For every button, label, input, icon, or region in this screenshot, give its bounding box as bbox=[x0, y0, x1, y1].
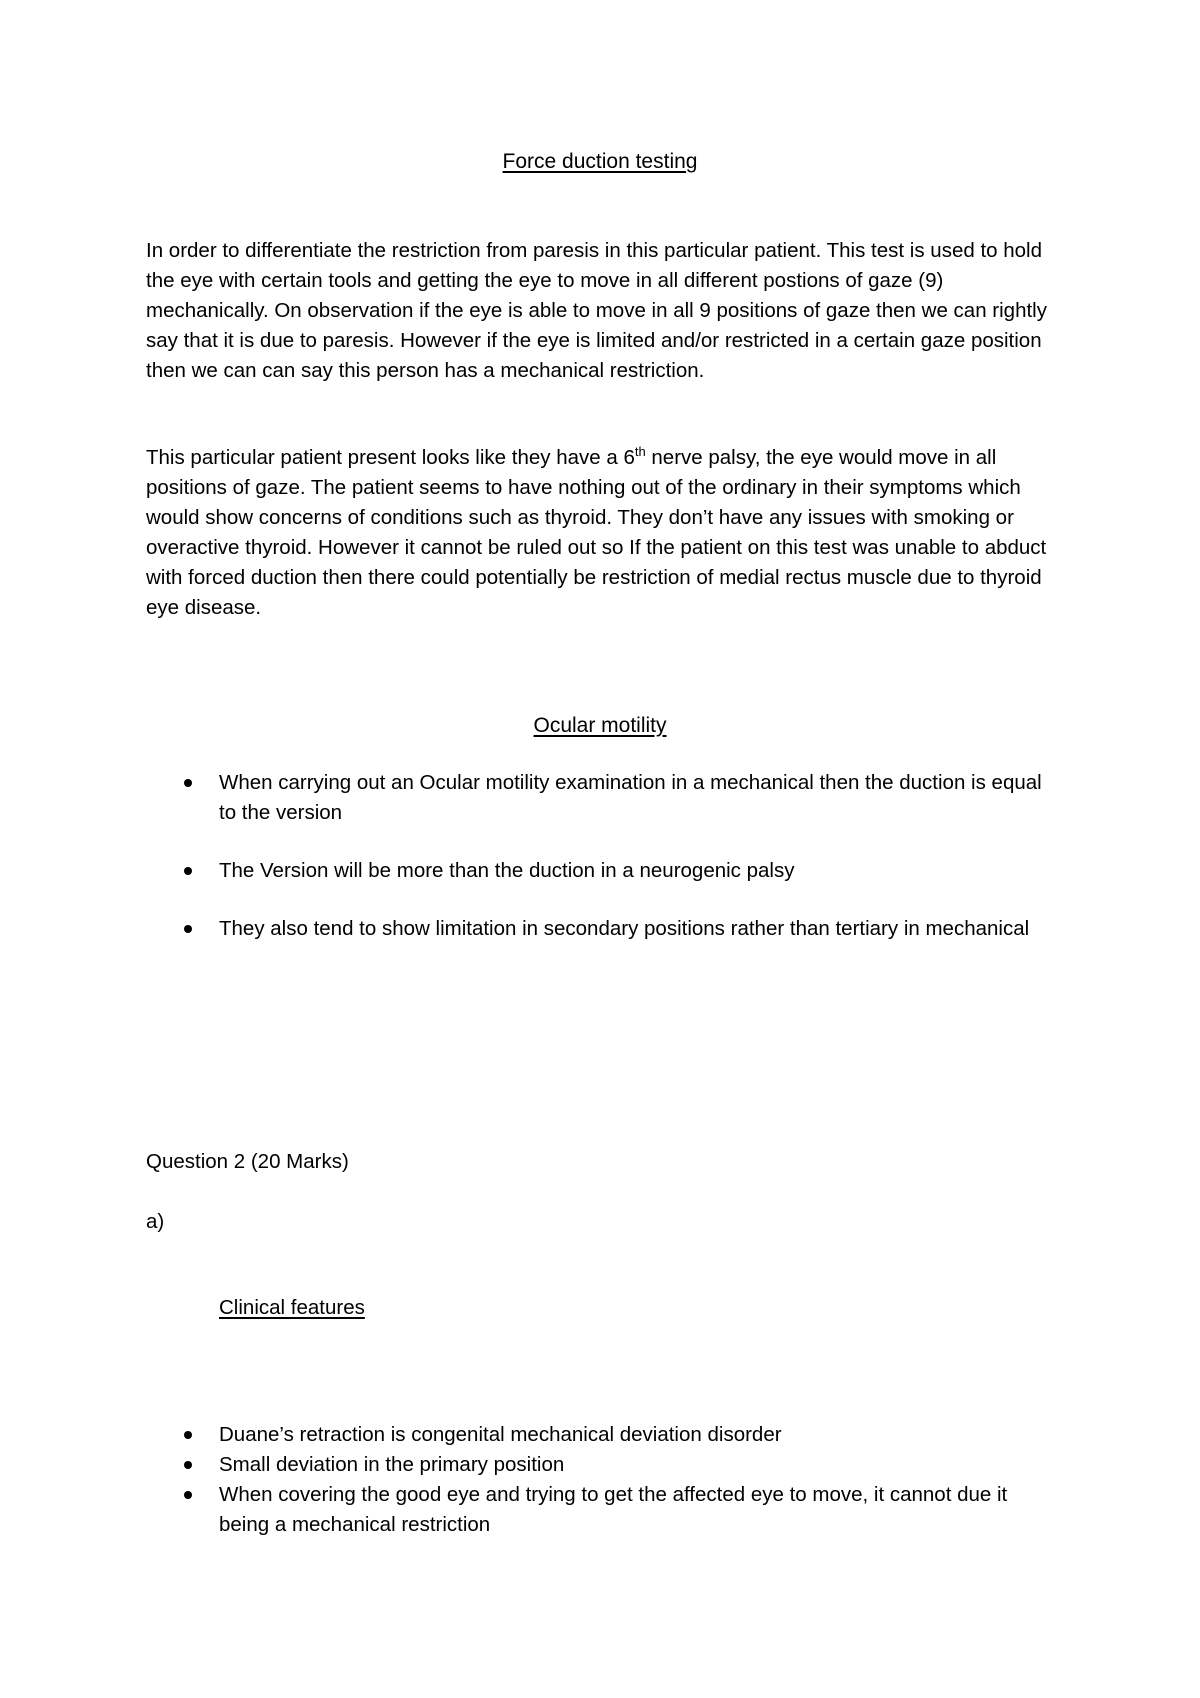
ocular-motility-list bbox=[146, 768, 1056, 972]
list-item-text: Duane’s retraction is congenital mechanical deviation disorder bbox=[219, 1423, 782, 1446]
bullet-icon bbox=[184, 867, 192, 875]
superscript-th: th bbox=[634, 444, 646, 460]
list-item bbox=[146, 856, 1056, 886]
heading-ocular-motility: Ocular motility bbox=[533, 714, 667, 737]
question-title: Question 2 (20 Marks) bbox=[146, 1150, 349, 1173]
paragraph-patient-assessment-text-end: nerve palsy, the eye would move in all positions of gaze. The patient seems to have nothing out of the ordinary in their symptoms which would show concerns of conditions such as thyroid. They don’t have any issues with smoking or overactive thyroid. However it cannot be ruled out so If the patient on this test was unable to abduct with forced duction then there could potentially be restriction of medial rectus muscle due to thyroid eye disease. bbox=[146, 446, 1047, 619]
list-item-text: Small deviation in the primary position bbox=[219, 1453, 565, 1476]
list-item-text: They also tend to show limitation in secondary positions rather than tertiary in mechanical bbox=[219, 917, 1030, 940]
list-item bbox=[146, 1450, 1056, 1480]
paragraph-force-duction-intro: In order to differentiate the restriction from paresis in this particular patient. This test is used to hold the eye with certain tools and getting the eye to move in all different postions of gaze (9) mechanically. On observation if the eye is able to move in all 9 positions of gaze then we can rightly say that it is due to paresis. However if the eye is limited and/or restricted in a certain gaze position then we can can say this person has a mechanical restriction. bbox=[146, 239, 1047, 382]
paragraph-patient-assessment bbox=[146, 443, 1056, 623]
paragraph-patient-assessment-text-start: This particular patient present looks like they have a 6 bbox=[146, 446, 635, 469]
bullet-icon bbox=[184, 925, 192, 933]
question-part-label: a) bbox=[146, 1210, 165, 1233]
bullet-icon bbox=[184, 1431, 192, 1439]
list-item bbox=[146, 914, 1056, 944]
bullet-icon bbox=[184, 1491, 192, 1499]
list-item-text: The Version will be more than the duction in a neurogenic palsy bbox=[219, 859, 795, 882]
heading-force-duction-testing: Force duction testing bbox=[502, 150, 698, 173]
subheading-clinical-features: Clinical features bbox=[219, 1296, 365, 1319]
list-item-text: When carrying out an Ocular motility examination in a mechanical then the duction is equal to the version bbox=[219, 771, 1042, 824]
list-item bbox=[146, 768, 1056, 828]
bullet-icon bbox=[184, 1461, 192, 1469]
list-item-text: When covering the good eye and trying to get the affected eye to move, it cannot due it being a mechanical restriction bbox=[219, 1483, 1008, 1536]
clinical-features-list bbox=[146, 1420, 1056, 1540]
list-item bbox=[146, 1420, 1056, 1450]
list-item bbox=[146, 1480, 1056, 1540]
bullet-icon bbox=[184, 779, 192, 787]
